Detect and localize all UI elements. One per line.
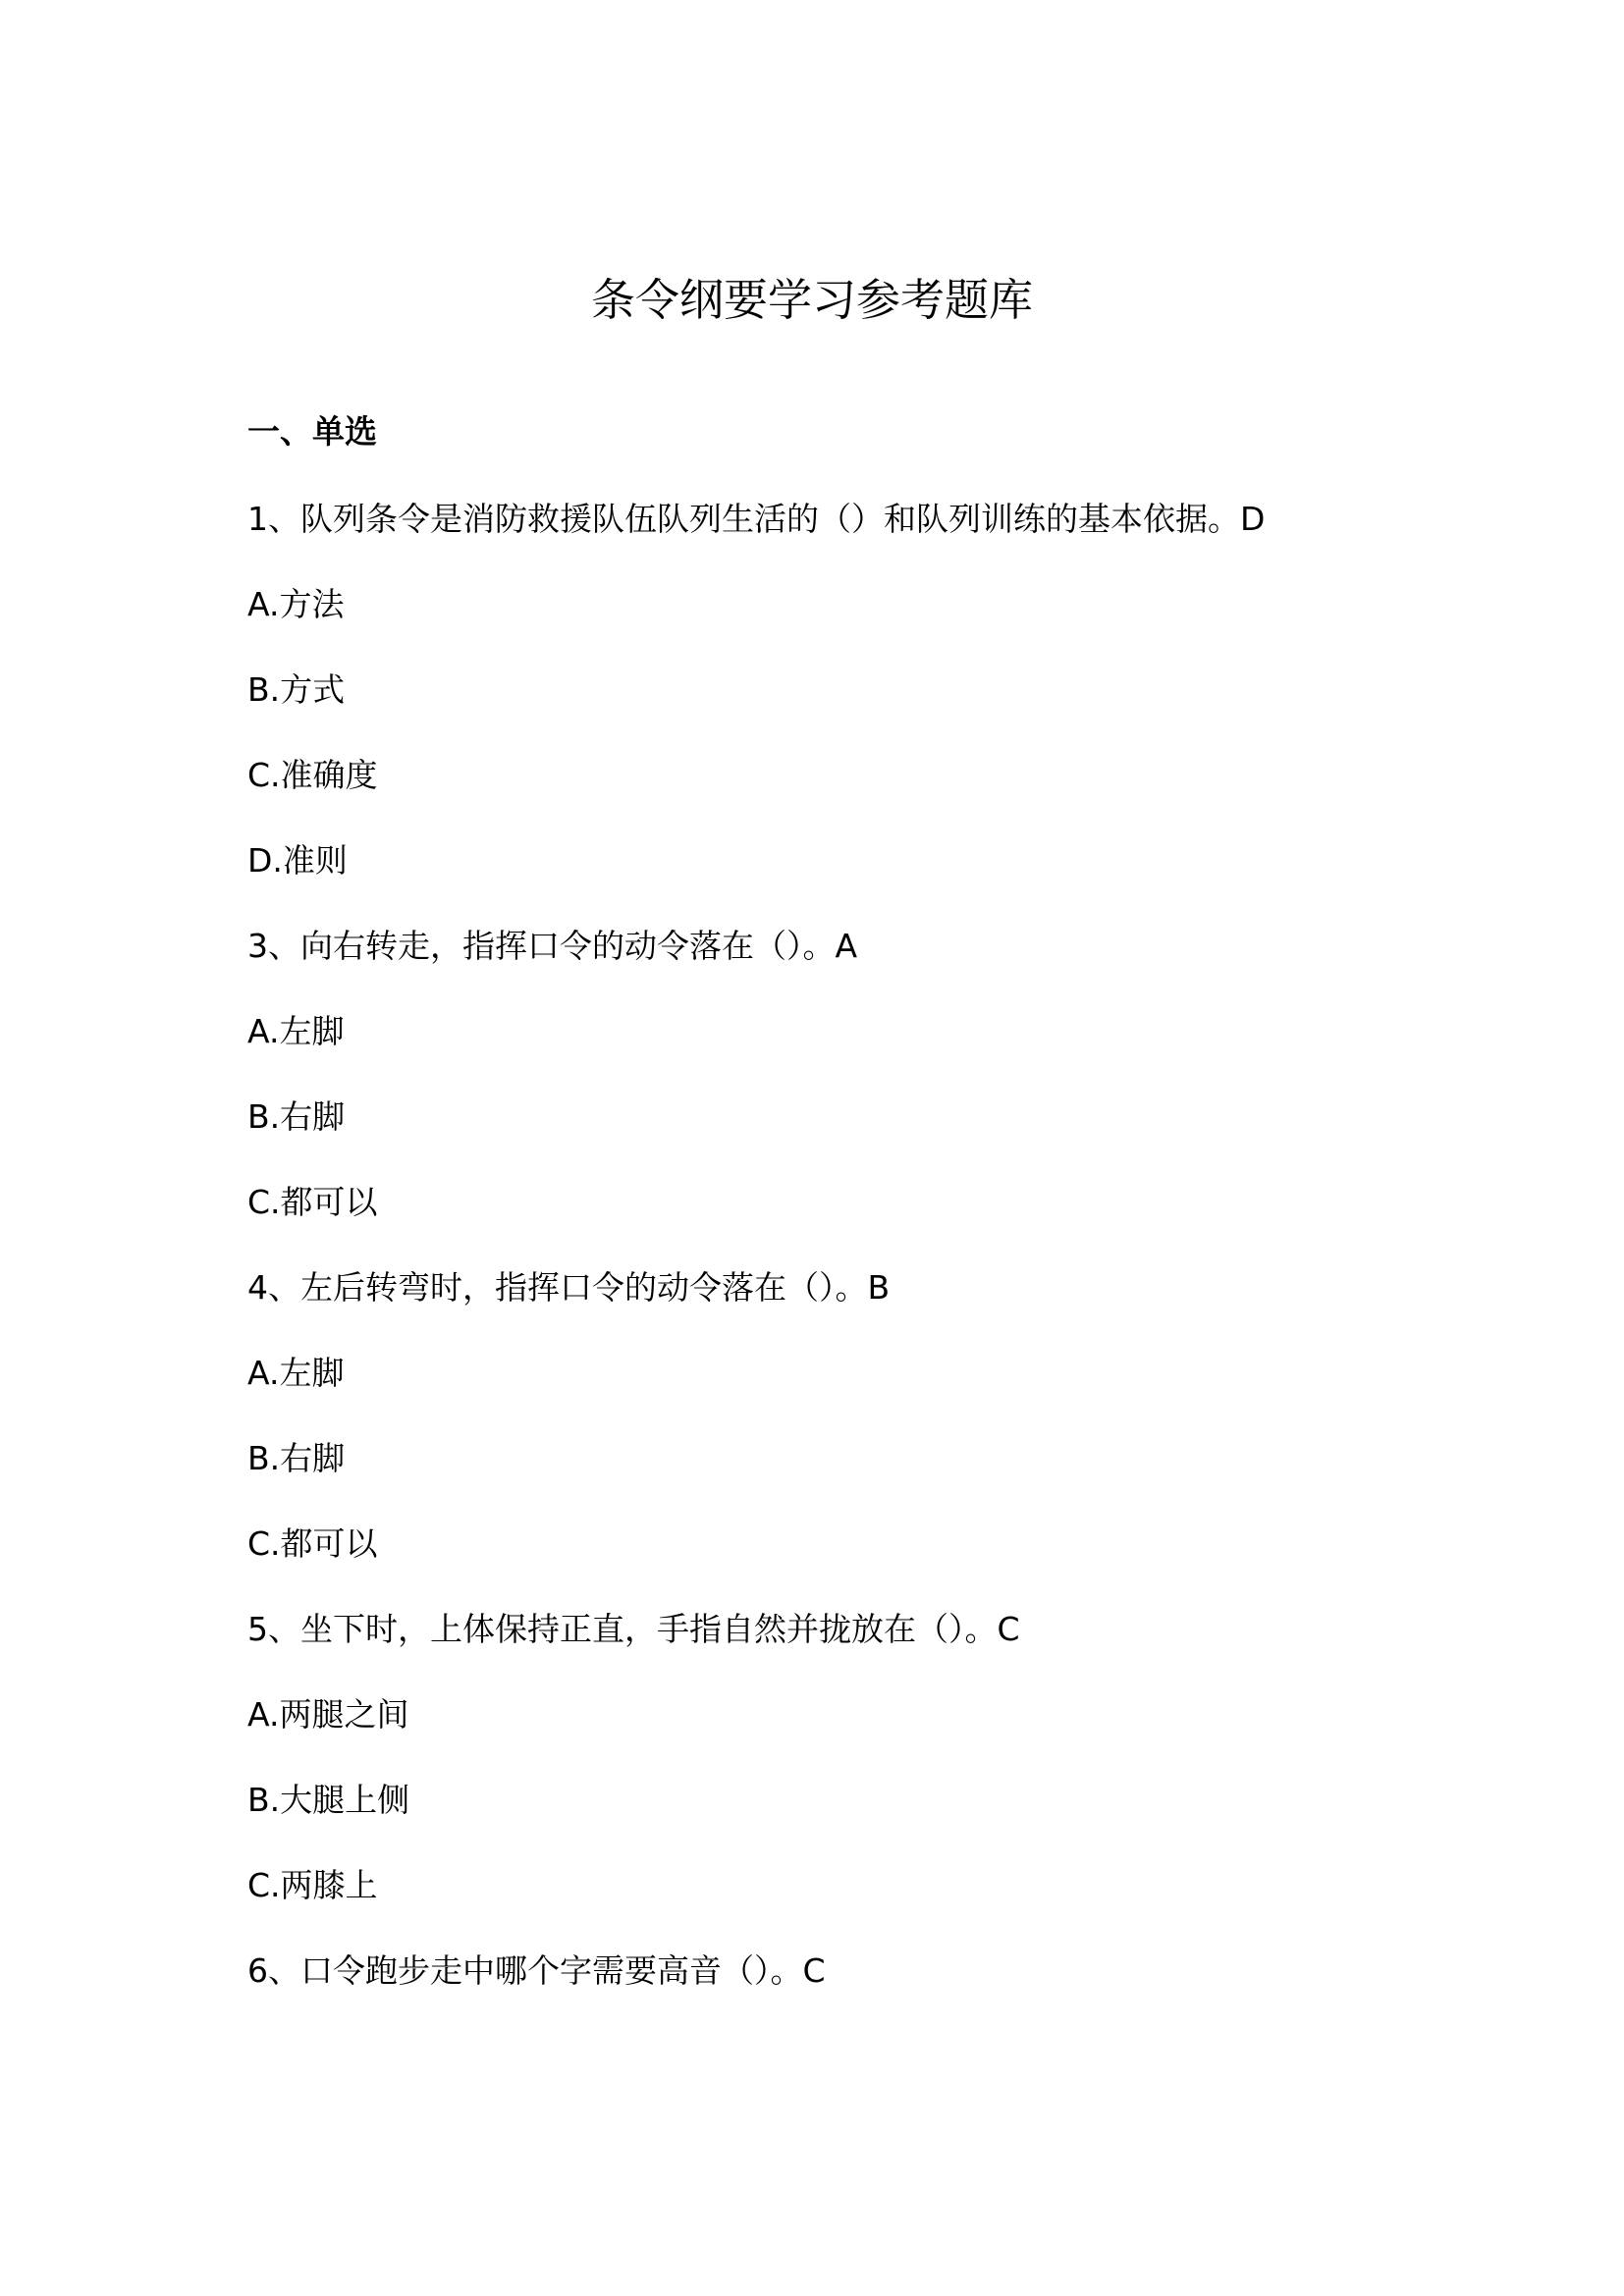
- answer-option: C.都可以: [247, 1524, 378, 1563]
- answer-option: A.方法: [247, 585, 345, 623]
- document-title: 条令纲要学习参考题库: [590, 274, 1033, 326]
- answer-option: B.右脚: [247, 1097, 346, 1136]
- answer-option: B.右脚: [247, 1439, 346, 1477]
- section-heading: 一、单选: [247, 412, 377, 451]
- answer-option: A.两腿之间: [247, 1695, 409, 1734]
- answer-option: B.大腿上侧: [247, 1781, 410, 1819]
- answer-option: C.两膝上: [247, 1866, 378, 1904]
- question-list: [247, 498, 1475, 2035]
- question-stem: 3、向右转走，指挥口令的动令落在（）。A: [247, 927, 858, 965]
- answer-option: A.左脚: [247, 1012, 345, 1050]
- question-stem: 5、坐下时，上体保持正直，手指自然并拢放在（）。C: [247, 1610, 1020, 1648]
- question-stem: 4、左后转弯时，指挥口令的动令落在（）。B: [247, 1268, 891, 1307]
- answer-option: C.准确度: [247, 756, 378, 794]
- question-stem: 1、队列条令是消防救援队伍队列生活的（）和队列训练的基本依据。D: [247, 500, 1266, 538]
- answer-option: A.左脚: [247, 1354, 345, 1392]
- question-stem: 6、口令跑步走中哪个字需要高音（）。C: [247, 1951, 826, 1990]
- answer-option: D.准则: [247, 841, 348, 880]
- answer-option: C.都可以: [247, 1183, 378, 1221]
- answer-option: B.方式: [247, 670, 346, 709]
